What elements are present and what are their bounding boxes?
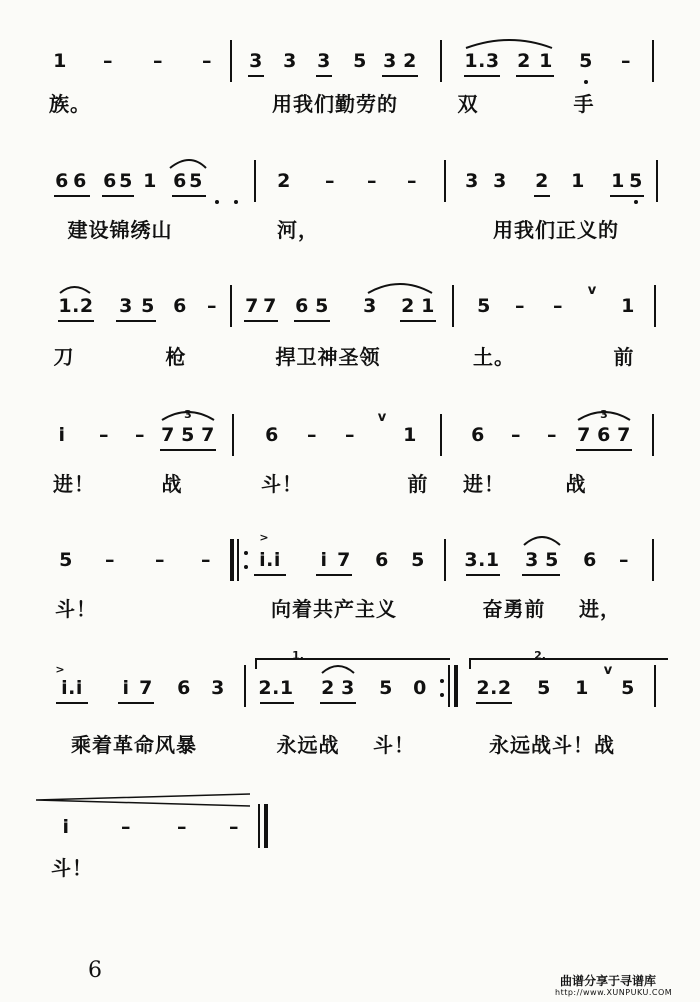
note: – (207, 295, 217, 317)
note: 5 (621, 677, 635, 699)
note: i (58, 424, 66, 446)
volta-label: 2. (534, 649, 546, 662)
note: – (177, 816, 187, 838)
note: 1 (143, 170, 157, 192)
score-line-4 (0, 410, 700, 520)
lyric: 斗！ (373, 733, 415, 757)
note: 3.1 (464, 549, 500, 571)
note: 7 (263, 295, 277, 317)
note: 1 (403, 424, 417, 446)
note: – (547, 424, 557, 446)
lyric: 永远战 (276, 733, 340, 757)
note: 5 (545, 549, 559, 571)
slur (0, 160, 700, 210)
note: 2.1 (258, 677, 294, 699)
lyric: 战 (161, 472, 183, 496)
note: 1 (575, 677, 589, 699)
notes-row (0, 410, 700, 460)
note: 1.3 (464, 50, 500, 72)
note: 6 (375, 549, 389, 571)
note: 7 (161, 424, 175, 446)
lyric: 刀 (53, 345, 75, 369)
note: 3 (341, 677, 355, 699)
note: – (511, 424, 521, 446)
note: i.i (61, 677, 83, 699)
note: – (155, 549, 165, 571)
notes-row (0, 285, 700, 335)
note: 5 (629, 170, 643, 192)
note: 2 (321, 677, 335, 699)
triplet-mark: 3 (600, 408, 608, 421)
notes-row (0, 160, 700, 210)
note: i (122, 677, 130, 699)
note: – (345, 424, 355, 446)
score-line-7 (0, 790, 700, 900)
note: 1 (53, 50, 67, 72)
note: 5 (59, 549, 73, 571)
note: 6 (295, 295, 309, 317)
barline (444, 160, 446, 202)
note: 5 (537, 677, 551, 699)
note: 2 (535, 170, 549, 192)
page-number: 6 (88, 958, 102, 983)
breath-mark: v (587, 283, 597, 298)
note: 2 (517, 50, 531, 72)
note: 1 (621, 295, 635, 317)
score-line-6 (0, 649, 700, 765)
notes-row (0, 790, 700, 840)
score-line-2 (0, 160, 700, 270)
note: 5 (141, 295, 155, 317)
score-line-5 (0, 531, 700, 645)
note: 5 (119, 170, 133, 192)
note: 3 (493, 170, 507, 192)
lyrics-row (0, 472, 700, 512)
note: 3 (363, 295, 377, 317)
note: 7 (139, 677, 153, 699)
note: 1 (571, 170, 585, 192)
note: 6 (583, 549, 597, 571)
note: – (103, 50, 113, 72)
lyric: 斗！ (51, 856, 93, 880)
lyric: 用我们勤劳的 (272, 92, 398, 116)
lyric: 手 (573, 92, 595, 116)
barline (652, 414, 654, 456)
note: 2 (403, 50, 417, 72)
diminuendo-hairpin (0, 790, 700, 850)
lyric: 斗！ (261, 472, 303, 496)
note: 2 (277, 170, 291, 192)
barline (654, 665, 656, 707)
notes-row (0, 649, 700, 705)
note: 7 (245, 295, 259, 317)
note: 3 (249, 50, 263, 72)
note: 3 (465, 170, 479, 192)
lyric: 乘着革命风暴 (71, 733, 197, 757)
lyrics-row (0, 218, 700, 258)
note: 3 (525, 549, 539, 571)
note: – (515, 295, 525, 317)
note: 7 (577, 424, 591, 446)
note: 5 (315, 295, 329, 317)
note: 7 (201, 424, 215, 446)
lyric: 双 (457, 92, 479, 116)
note: 7 (337, 549, 351, 571)
note: – (202, 50, 212, 72)
lyric: 前 (613, 345, 635, 369)
note: – (325, 170, 335, 192)
note: 5 (477, 295, 491, 317)
score-line-1 (0, 40, 700, 150)
lyric: 建设锦绣山 (67, 218, 173, 242)
score-line-3 (0, 285, 700, 395)
note: 2 (401, 295, 415, 317)
watermark-text: 曲谱分享于寻谱库 (560, 974, 657, 988)
note: 5 (379, 677, 393, 699)
lyrics-row (0, 345, 700, 385)
lyric: 进， (579, 597, 621, 621)
slur (0, 40, 700, 90)
volta-label: 1. (292, 649, 304, 662)
barline (654, 285, 656, 327)
note: 6 (177, 677, 191, 699)
note: 1.2 (58, 295, 94, 317)
note: 6 (597, 424, 611, 446)
note: – (153, 50, 163, 72)
note: 1 (611, 170, 625, 192)
lyric: 斗！ (55, 597, 97, 621)
note: 3 (317, 50, 331, 72)
note: – (99, 424, 109, 446)
note: 3 (211, 677, 225, 699)
lyric: 奋勇前 (482, 597, 546, 621)
note: 0 (413, 677, 427, 699)
watermark-url: http://www.XUNPUKU.COM (555, 988, 673, 997)
lyric: 进！ (463, 472, 505, 496)
note: i (62, 816, 70, 838)
note: 7 (617, 424, 631, 446)
note: – (105, 549, 115, 571)
lyric: 战 (565, 472, 587, 496)
lyrics-row (0, 856, 700, 896)
note: – (121, 816, 131, 838)
note: 1 (421, 295, 435, 317)
note: 2.2 (476, 677, 512, 699)
note: – (621, 50, 631, 72)
lyric: 进！ (53, 472, 95, 496)
accent-mark: > (55, 663, 65, 676)
breath-mark: v (377, 410, 387, 425)
note: 5 (189, 170, 203, 192)
note: – (229, 816, 239, 838)
notes-row (0, 531, 700, 585)
note: – (201, 549, 211, 571)
note: 6 (73, 170, 87, 192)
triplet-mark: 3 (184, 408, 192, 421)
note: 3 (283, 50, 297, 72)
lyric: 永远战斗！战 (489, 733, 615, 757)
note: – (619, 549, 629, 571)
note: 6 (55, 170, 69, 192)
note: 5 (411, 549, 425, 571)
barline (652, 539, 654, 581)
final-barline (258, 804, 260, 848)
lyric: 用我们正义的 (493, 218, 619, 242)
note: – (553, 295, 563, 317)
note: 6 (173, 170, 187, 192)
note: – (307, 424, 317, 446)
note: 6 (173, 295, 187, 317)
note: 3 (119, 295, 133, 317)
note: – (367, 170, 377, 192)
final-barline-thick (264, 804, 268, 848)
note: – (407, 170, 417, 192)
accent-mark: > (259, 531, 269, 544)
note: 5 (579, 50, 593, 72)
note: 6 (103, 170, 117, 192)
volta-bracket-2 (0, 655, 700, 715)
barline (254, 160, 256, 202)
notes-row (0, 40, 700, 90)
lyric: 土。 (473, 345, 515, 369)
note: i.i (259, 549, 281, 571)
lyrics-row (0, 597, 700, 637)
note: 1 (539, 50, 553, 72)
barline (656, 160, 658, 202)
lyrics-row (0, 733, 700, 773)
barline (452, 285, 454, 327)
slur (0, 535, 700, 585)
lyric: 向着共产主义 (271, 597, 397, 621)
slur (0, 410, 700, 460)
note: – (135, 424, 145, 446)
note: i (320, 549, 328, 571)
lyric: 捍卫神圣领 (275, 345, 381, 369)
note: 6 (471, 424, 485, 446)
lyric: 河， (277, 218, 319, 242)
lyric: 族。 (49, 92, 91, 116)
lyric: 枪 (165, 345, 187, 369)
note: 5 (181, 424, 195, 446)
note: 5 (353, 50, 367, 72)
lyrics-row (0, 92, 700, 132)
breath-mark: v (603, 663, 613, 678)
note: 3 (383, 50, 397, 72)
note: 6 (265, 424, 279, 446)
lyric: 前 (407, 472, 429, 496)
